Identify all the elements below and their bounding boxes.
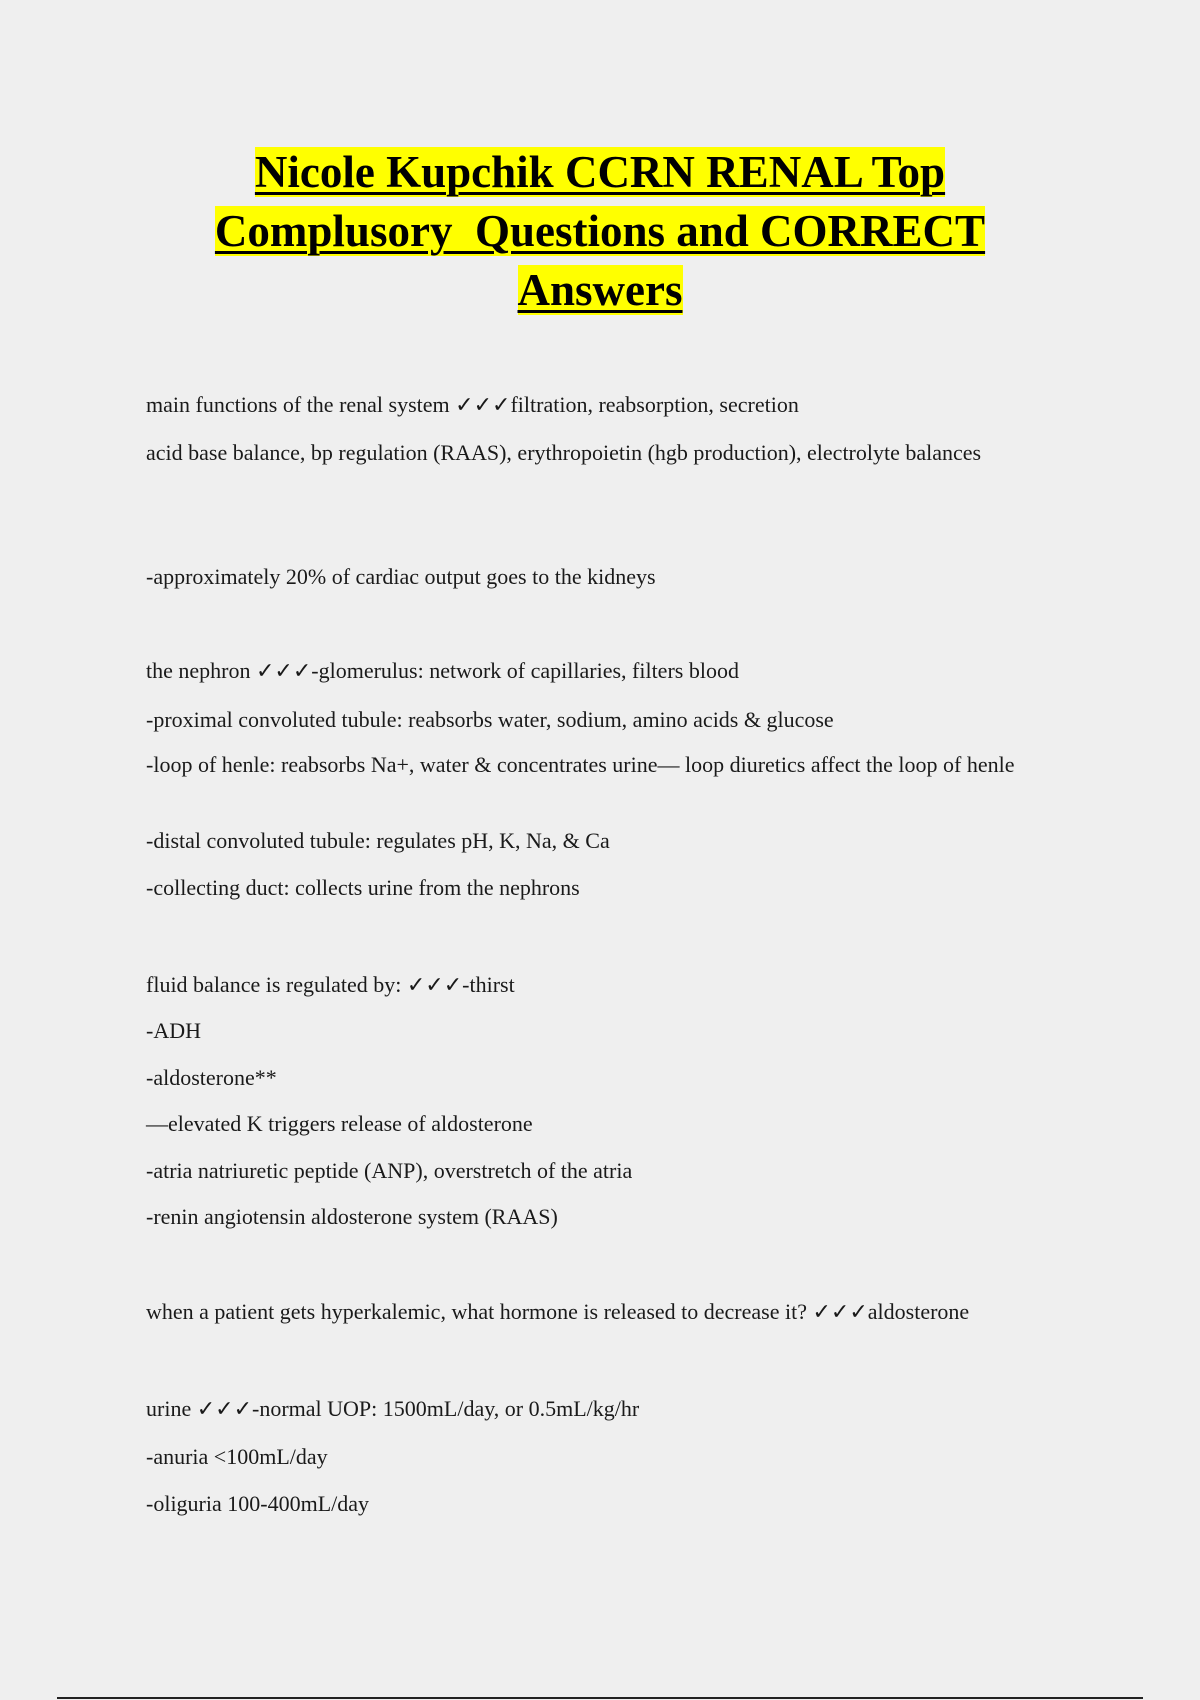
title-line-3: [120, 261, 1080, 320]
title-line-2-text: Complusory Questions and CORRECT: [214, 206, 986, 256]
entry-urine-question: urine: [146, 1396, 197, 1421]
entry-fluid-line2: -ADH: [146, 1018, 201, 1043]
check-mark-icon: ✓✓✓: [406, 973, 463, 998]
footer-divider: [57, 1697, 1143, 1699]
entry-urine-line2: -anuria <100mL/day: [146, 1444, 328, 1469]
entry-hyperkalemic-question-line: [146, 1297, 1066, 1328]
entry-nephron-line2: -proximal convoluted tubule: reabsorbs water, sodium, amino acids & glucose: [146, 707, 834, 732]
entry-nephron-question: the nephron: [146, 658, 256, 683]
entry-nephron-line4: -distal convoluted tubule: regulates pH, K, Na, & Ca: [146, 828, 610, 853]
title-line-2: [120, 202, 1080, 261]
entry-functions-question-line: [146, 390, 1066, 421]
entry-nephron-line5: -collecting duct: collects urine from the nephrons: [146, 875, 580, 900]
entry-hyperkalemic-answer: aldosterone: [867, 1299, 970, 1324]
entry-fluid-line5: -atria natriuretic peptide (ANP), overstretch of the atria: [146, 1158, 633, 1183]
entry-urine-answer: -normal UOP: 1500mL/day, or 0.5mL/kg/hr: [252, 1396, 640, 1421]
entry-functions-line3: -approximately 20% of cardiac output goes to the kidneys: [146, 564, 656, 589]
entry-fluid-question: fluid balance is regulated by:: [146, 972, 407, 997]
entry-functions-line2: acid base balance, bp regulation (RAAS), erythropoietin (hgb production), electrolyte balances: [146, 440, 982, 465]
document-title: [120, 143, 1080, 320]
check-mark-icon: ✓✓✓: [255, 659, 312, 684]
entry-fluid-question-line: [146, 970, 1066, 1001]
entry-functions-question: main functions of the renal system: [146, 392, 456, 417]
entry-nephron-answer: -glomerulus: network of capillaries, filters blood: [311, 658, 739, 683]
entry-urine-question-line: [146, 1394, 1066, 1425]
entry-hyperkalemic-question: when a patient gets hyperkalemic, what hormone is released to decrease it?: [146, 1299, 813, 1324]
entry-fluid-line6: -renin angiotensin aldosterone system (RAAS): [146, 1204, 558, 1229]
check-mark-icon: ✓✓✓: [196, 1397, 253, 1422]
entry-fluid-line3: -aldosterone**: [146, 1065, 277, 1090]
entry-fluid-answer: -thirst: [462, 972, 515, 997]
entry-urine-line3: -oliguria 100-400mL/day: [146, 1491, 370, 1516]
title-line-1-text: Nicole Kupchik CCRN RENAL Top: [254, 147, 946, 197]
entry-nephron-line3: -loop of henle: reabsorbs Na+, water & concentrates urine— loop diuretics affect the loop of henle: [146, 752, 1015, 777]
entry-functions-answer: filtration, reabsorption, secretion: [510, 392, 799, 417]
title-line-3-text: Answers: [517, 265, 683, 315]
entry-nephron-question-line: [146, 656, 1066, 687]
check-mark-icon: ✓✓✓: [812, 1300, 868, 1325]
entry-fluid-line4: —elevated K triggers release of aldosterone: [146, 1111, 533, 1136]
check-mark-icon: ✓✓✓: [455, 393, 511, 418]
title-line-1: [120, 143, 1080, 202]
